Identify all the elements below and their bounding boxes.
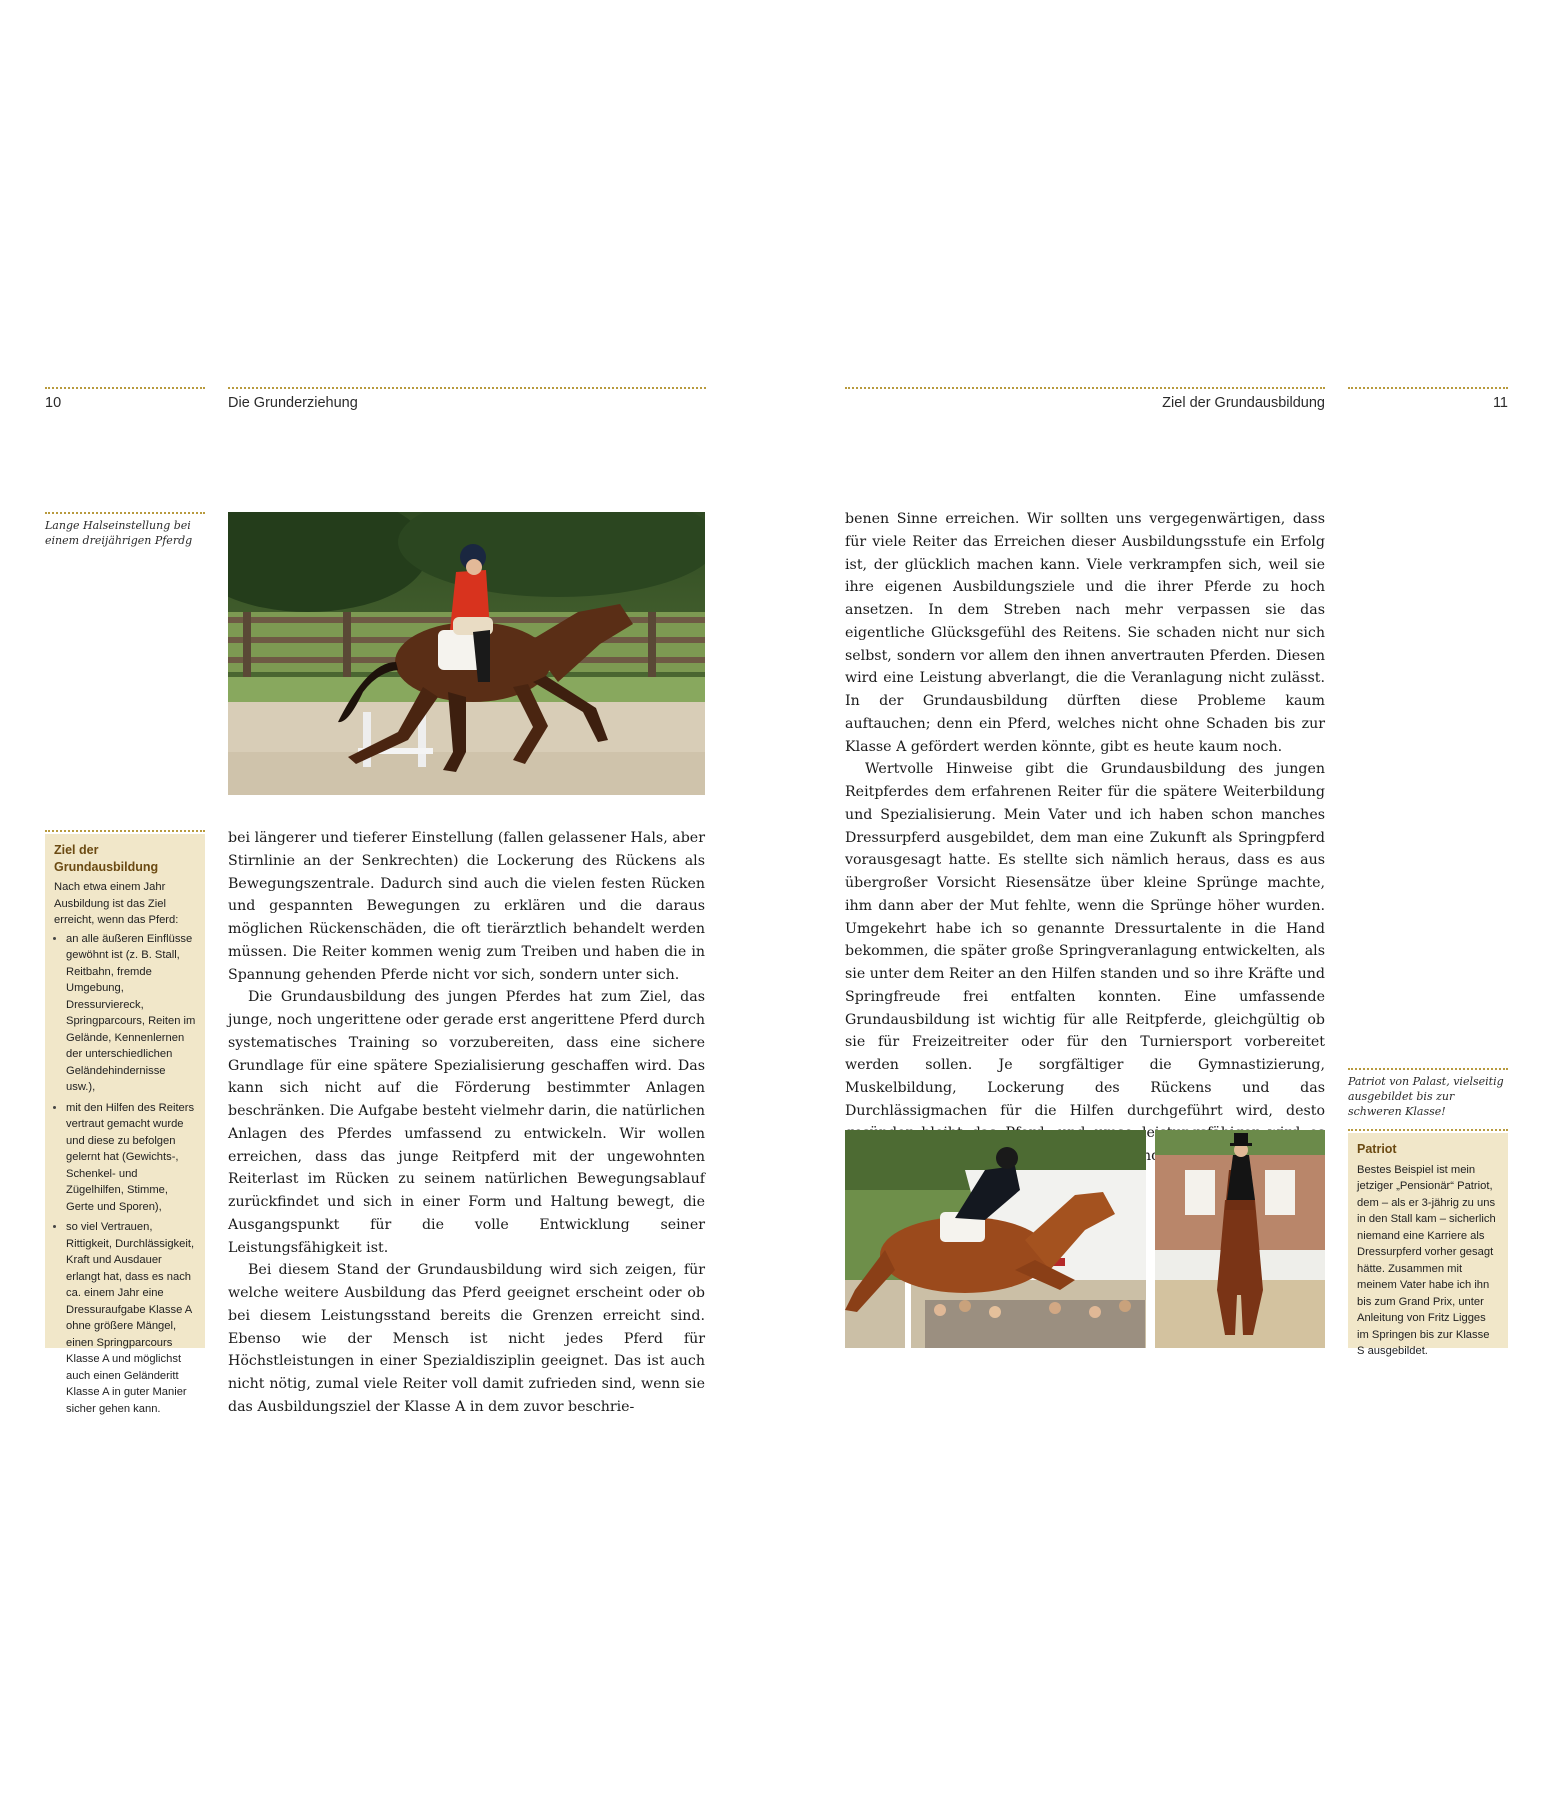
photo-dressage-top-hat bbox=[1155, 1130, 1325, 1348]
sidebar-title-right: Patriot bbox=[1357, 1142, 1397, 1156]
header-rule-right-inner bbox=[845, 387, 1325, 389]
header-rule-right-outer bbox=[1348, 387, 1508, 389]
sidebar-list-left bbox=[54, 931, 196, 1418]
sidebar-text-right: Bestes Beispiel ist mein jetziger „Pensionär“ Patriot, dem – als er 3-jährig zu uns in den Stall kam – sicherlich niemand eine Karriere als Dressurpferd vorher gesagt hätte. Zusammen mit meinem Vater habe ich ihn bis zum Grand Prix, unter Anleitung von Fritz Ligges im Springen bis zur Klasse S ausgebildet. bbox=[1357, 1163, 1496, 1357]
paragraph: Wertvolle Hinweise gibt die Grundausbildung des jungen Reitpferdes dem erfahrenen Reiter für die spätere Weiterbildung und Spezialisierung. Mein Vater und ich haben schon manches Dressurpferd ausgebildet, dem man eine Zukunft als Springpferd vorausgesagt hatte. Es stellte sich nämlich heraus, dass es aus übergroßer Vorsicht Riesensätze über kleine Sprünge machte, ihm dann aber der Mut fehlte, wenn die Sprünge höher wurden. Umgekehrt habe ich so genannte Dressurtalente in die Hand bekommen, die später große Springveranlagung entwickelten, als sie unter dem Reiter an den Hilfen standen und so ihre Kräfte und Springfreude frei entfalten konnten. Eine umfassende Grundausbildung ist wichtig für alle Reitpferde, gleichgültig ob sie für Freizeitreiter oder für den Turniersport vorbereitet werden sollen. Je sorgfältiger die Gymnastizierung, Muskelbildung, Lockerung des Rückens und das Durchlässigmachen für die Hilfen durchgeführt wird, desto und bbox=[845, 761, 1325, 1164]
photo-caption-left: Lange Halseinstellung bei einem dreijährigen Pferdg bbox=[45, 519, 193, 547]
sidebar-intro-left: Nach etwa einem Jahr Ausbildung ist das Ziel erreicht, wenn das Pferd: bbox=[54, 881, 179, 926]
sidebar-list-item: • so viel Vertrauen, Rittigkeit, Durchlässigkeit, Kraft und Ausdauer erlangt hat, dass es nach ca. einem Jahr eine Dressuraufgabe Klasse A ohne größere Mängel, einen Springparcours Klasse A und möglichst auch einen Geländeritt Klasse A in guter Manier sicher gehen kann. bbox=[66, 1219, 196, 1417]
sidebar-rule-right bbox=[1348, 1129, 1508, 1131]
photo-young-horse bbox=[228, 512, 705, 795]
page-number-left: 10 bbox=[45, 395, 62, 411]
sidebar-title-left: Ziel der Grundausbildung bbox=[54, 843, 159, 874]
header-rule-left-inner bbox=[228, 387, 706, 389]
running-head-right: Ziel der Grundausbildung bbox=[1162, 395, 1325, 411]
running-head-left: Die Grunderziehung bbox=[228, 395, 358, 411]
sidebar-list-item: • an alle äußeren Einflüsse gewöhnt ist (z. B. Stall, Reitbahn, fremde Umgebung, Dressurviereck, Springparcours, Reiten im Gelände, Kennenlernen der unterschiedlichen Geländehindernisse usw.), bbox=[66, 931, 196, 1096]
caption-rule-right bbox=[1348, 1068, 1508, 1070]
caption-rule-left bbox=[45, 512, 205, 514]
paragraph: Bei diesem Stand der Grundausbildung wird sich zeigen, für welche weitere Ausbildung das Pferd geeignet erscheint oder ob bei diesem Leistungsstand bereits die Grenzen erreicht sind. Ebenso wie der Mensch ist nicht jedes Pferd für Höchstleistungen in einer Spezialdisziplin geeignet. Das ist auch nicht nötig, zumal viele Reiter voll damit zufrieden sind, wenn sie das Ausbildungsziel der Klasse A in dem zuvor beschrie- bbox=[228, 1262, 705, 1415]
paragraph: Die Grundausbildung des jungen Pferdes hat zum Ziel, das junge, noch ungerittene oder gerade erst angerittene Pferd durch systematisches Training so vorzubereiten, dass eine sichere Grundlage für eine spätere Spezialisierung geschaffen wird. Das kann sich nicht auf die Förderung bestimmter Anlagen beschränken. Die Aufgabe besteht vielmehr darin, die natürlichen Anlagen des Pferdes umfassend zu entwickeln. Wir wollen erreichen, dass das junge Reitpferd mit der ungewohnten Reiterlast im Rücken zu seinem natürlichen Bewegungsablauf zurückfindet und sich in einer Form und Haltung bewegt, die Ausgangspunkt für die volle Entwicklung seiner Leistungsfähigkeit ist. bbox=[228, 989, 705, 1256]
show-jumping-illustration bbox=[845, 1130, 1146, 1348]
paragraph: benen Sinne erreichen. Wir sollten uns vergegenwärtigen, dass für viele Reiter das Erreichen dieser Ausbildungsstufe ein Erfolg ist, der glücklich machen kann. Viele verkrampfen sich, weil sie ihre eigenen Ausbildungsziele und die ihrer Pferde zu hoch ansetzen. In dem Streben nach mehr verpassen sie das eigentliche Glücksgefühl des Reitens. Sie schaden nicht nur sich selbst, sondern vor allem den ihnen anvertrauten Pferden. Diesen wird eine Leistung abverlangt, die die Veranlagung nicht zulässt. In der Grundausbildung dürften diese Probleme kaum auftauchen; denn ein Pferd, welches nicht ohne Schaden bis zur Klasse A gefördert werden könnte, gibt es heute kaum noch. bbox=[845, 511, 1325, 755]
body-text-left bbox=[228, 827, 705, 1419]
header-rule-left-outer bbox=[45, 387, 205, 389]
dressage-illustration bbox=[1155, 1130, 1325, 1348]
photo-caption-right: Patriot von Palast, vielseitig ausgebildet bis zur schweren Klasse! bbox=[1348, 1075, 1504, 1118]
paragraph: bei längerer und tieferer Einstellung (fallen gelassener Hals, aber Stirnlinie an der Senkrechten) die Lockerung des Rückens als Bewegungszentrale. Dadurch sind auch die vielen festen Rücken und gespannten Bewegungen zu erklären und die daraus möglichen Rückenschäden, die oft tierärztlich behandelt werden müssen. Die Reiter kommen wenig zum Treiben und haben die in Spannung gehenden Pferde nicht vor sich, sondern unter sich. bbox=[228, 830, 705, 983]
sidebar-rule-left bbox=[45, 830, 205, 832]
young-horse-illustration bbox=[228, 512, 705, 795]
sidebar-box-right bbox=[1348, 1133, 1508, 1357]
body-text-right bbox=[845, 508, 1325, 1168]
page-number-right: 11 bbox=[1492, 395, 1508, 411]
sidebar-list-item: • mit den Hilfen des Reiters vertraut gemacht wurde und diese zu befolgen gelernt hat (Gewichts-, Schenkel- und Zügelhilfen, Stimme, Gerte und Sporen), bbox=[66, 1100, 196, 1216]
sidebar-box-left bbox=[45, 834, 205, 1415]
photo-show-jumping bbox=[845, 1130, 1146, 1348]
